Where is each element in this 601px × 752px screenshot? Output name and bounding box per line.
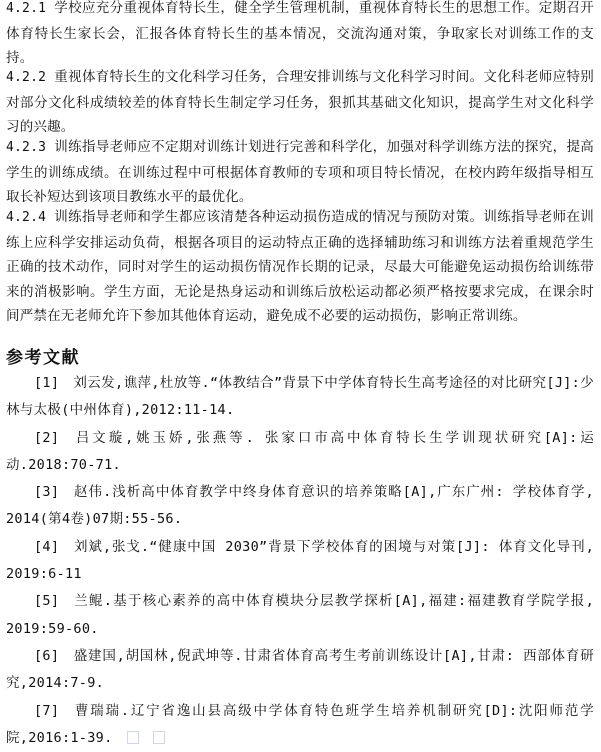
section-text: 训练指导老师应不定期对训练计划进行完善和科学化，加强对科学训练方法的探究，提高学生的训练成绩。在训练过程中可根据体育教师的专项和项目特长情况，在校内跨年级指导相互取长补短达到该项目教练水平的最优化。 [6,139,594,205]
reference-item [6,370,594,425]
reference-text: 刘云发,谯萍,杜放等.“体教结合”背景下中学体育特长生高考途径的对比研究[J]:少林与太极(中州体育),2012:11-14. [6,375,594,419]
reference-number: [7] [34,702,60,719]
section-number: 4.2.4 [6,210,47,225]
reference-item [6,425,594,480]
reference-number: [4] [34,538,60,555]
reference-item [6,588,594,643]
reference-text: 盛建国,胡国林,倪武坤等.甘肃省体育高考生考前训练设计[A],甘肃: 西部体育研究,2014:7-9. [6,647,594,692]
reference-text: 吕文璇,姚玉娇,张燕等. 张家口市高中体育特长生学训现状研究[A]:运动.2018:70-71. [6,429,594,473]
placeholder-box-icon [127,731,139,744]
section-4-2-2 [6,65,594,140]
references-list [6,370,594,752]
section-4-2-4 [6,205,594,329]
reference-text: 曹瑞瑞.辽宁省逸山县高级中学体育特色班学生培养机制研究[D]:沈阳师范学院,2016:1-39. [6,702,594,746]
section-number: 4.2.3 [6,140,47,155]
section-4-2-3 [6,135,594,210]
placeholder-box-icon [153,731,165,744]
reference-text: 刘斌,张戈.“健康中国 2030”背景下学校体育的困境与对策[J]: 体育文化导刊, 2019:6-11 [6,538,594,583]
reference-item [6,698,594,752]
reference-item [6,534,594,589]
references-heading: 参考文献 [6,348,80,368]
reference-number: [6] [34,647,60,664]
reference-item [6,643,594,698]
reference-text: 赵伟.浅析高中体育教学中终身体育意识的培养策略[A],广东广州: 学校体育学, 2014(第4卷)07期:55-56. [6,484,594,528]
reference-text: 兰鲲.基于核心素养的高中体育模块分层教学探析[A],福建:福建教育学院学报, 2019:59-60. [6,593,594,637]
section-4-2-1 [6,0,594,71]
section-number: 4.2.2 [6,70,47,85]
reference-number: [5] [34,593,60,610]
section-text: 学校应充分重视体育特长生，健全学生管理机制，重视体育特长生的思想工作。定期召开体育特长生家长会，汇报各体育特长生的基本情况，交流沟通对策，争取家长对训练工作的支持。 [6,0,594,66]
reference-number: [2] [34,429,60,446]
reference-item [6,479,594,534]
section-text: 训练指导老师和学生都应该清楚各种运动损伤造成的情况与预防对策。训练指导老师在训练上应科学安排运动负荷，根据各项目的运动特点正确的选择辅助练习和训练方法着重规范学生正确的技术动作，同时对学生的运动损伤情况作长期的记录，尽最大可能避免运动损伤给训练带来的消极影响。学生方面，无论是热身运动和训练后放松运动都必须严格按要求完成，在课余时间严禁在无老师允许下参加其他体育运动，避免成不必要的运动损伤，影响正常训练。 [6,209,594,324]
section-text: 重视体育特长生的文化科学习任务，合理安排训练与文化科学习时间。文化科老师应特别对部分文化科成绩较差的体育特长生制定学习任务，狠抓其基础文化知识，提高学生对文化科学习的兴趣。 [6,69,594,135]
reference-number: [1] [34,375,60,391]
reference-number: [3] [34,484,60,501]
section-number: 4.2.1 [6,1,47,16]
